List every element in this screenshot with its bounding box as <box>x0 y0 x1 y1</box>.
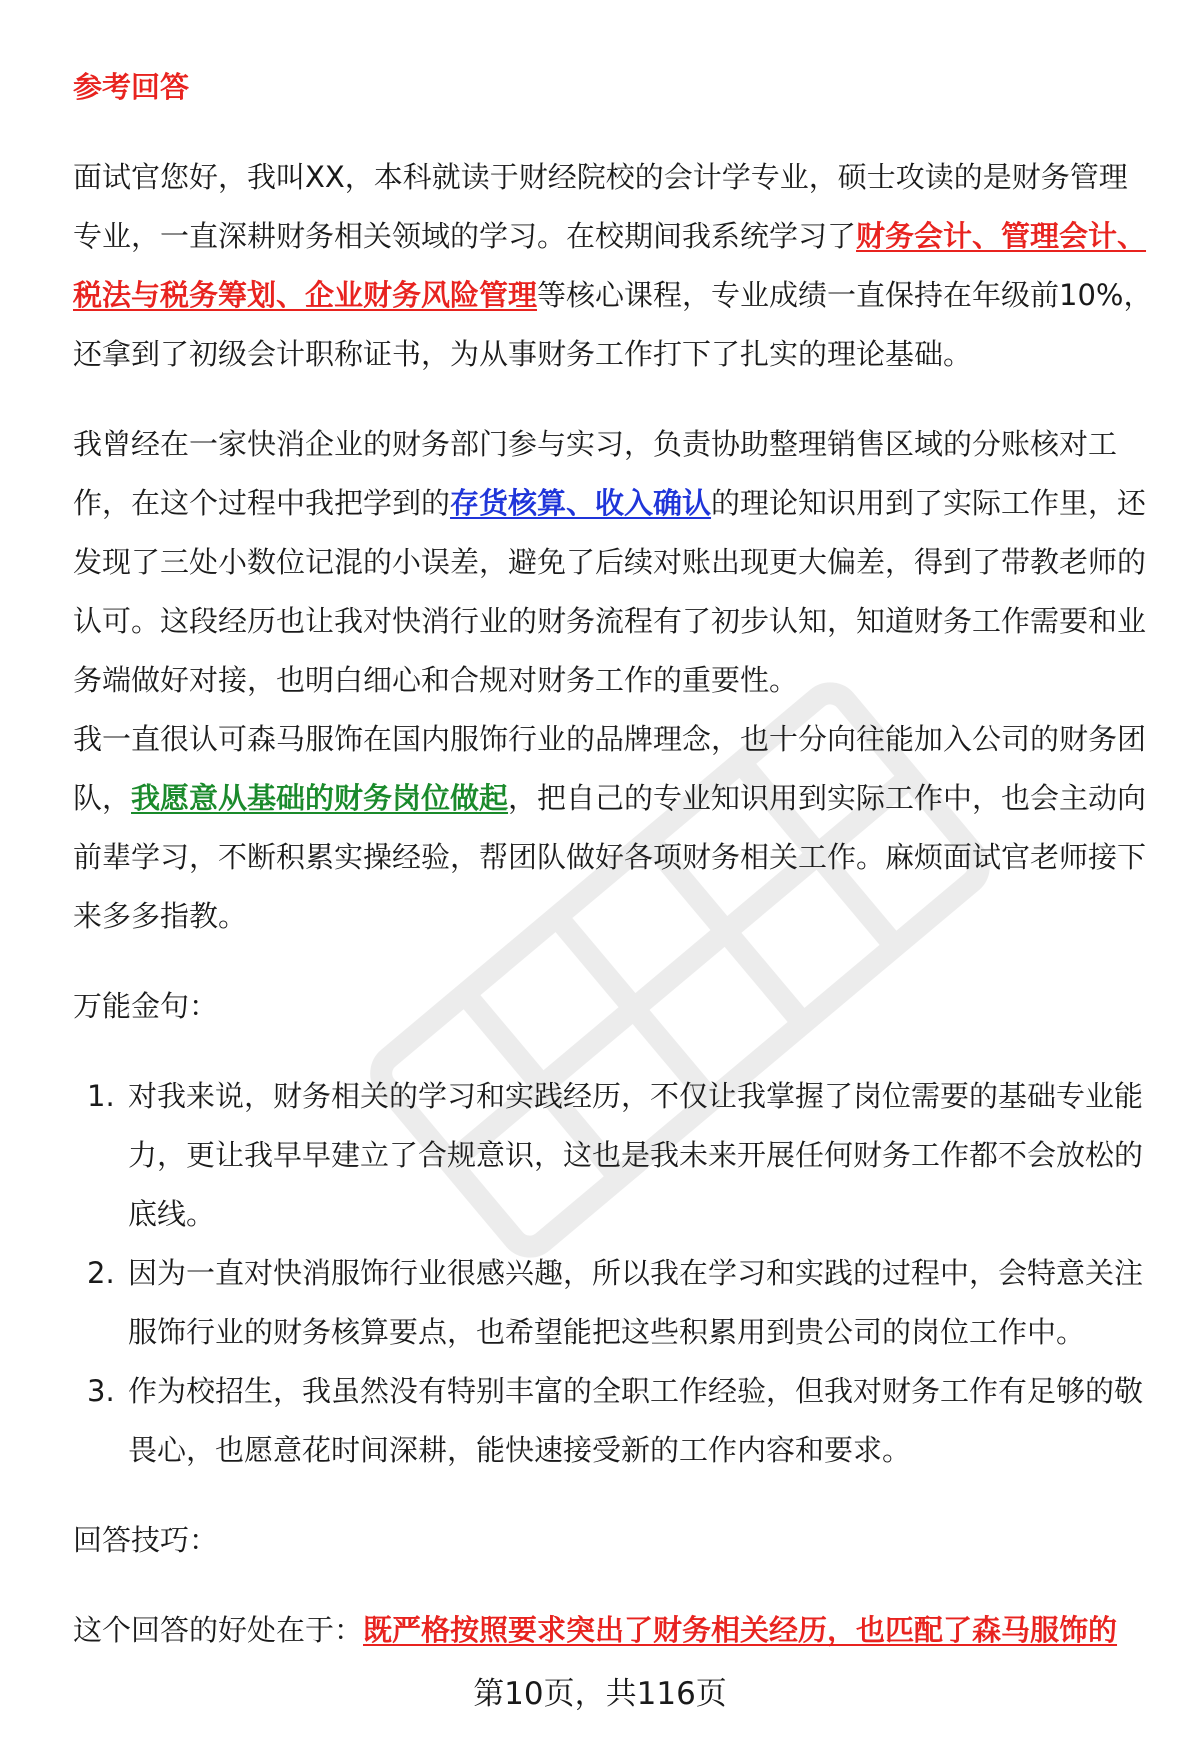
answer-content <box>73 58 1153 1660</box>
reference-answer-heading: 参考回答 <box>73 70 190 104</box>
tips-paragraph <box>73 1601 1153 1660</box>
internship-text-post: 的理论知识用到了实际工作里，还发现了三处小数位记混的小误差，避免了后续对账出现更大偏差，得到了带教老师的认可。这段经历也让我对快消行业的财务流程有了初步认知，知道财务工作需要和业务端做好对接，也明白细心和合规对财务工作的重要性。 <box>73 486 1147 697</box>
intro-text-post: 等核心课程，专业成绩一直保持在年级前10%，还拿到了初级会计职称证书，为从事财务工作打下了扎实的理论基础。 <box>73 278 1153 371</box>
page-number-footer: 第10页，共116页 <box>473 1676 727 1712</box>
golden-sentences-list <box>73 1067 1153 1480</box>
list-item <box>73 1067 1153 1244</box>
list-item <box>73 1362 1153 1480</box>
motivation-highlight: 我愿意从基础的财务岗位做起 <box>131 781 509 815</box>
golden-sentences-label: 万能金句： <box>73 989 219 1023</box>
intro-highlight-courses: 财务会计、管理会计、税法与税务筹划、企业财务风险管理 <box>73 219 1147 312</box>
internship-text-pre: 我曾经在一家快消企业的财务部门参与实习，负责协助整理销售区域的分账核对工作，在这个过程中我把学到的 <box>73 427 1118 520</box>
internship-paragraph <box>73 415 1153 710</box>
motivation-text-pre: 我一直很认可森马服饰在国内服饰行业的品牌理念，也十分向往能加入公司的财务团队， <box>73 722 1147 815</box>
answer-tips-label: 回答技巧： <box>73 1523 219 1557</box>
tips-highlight: 既严格按照要求突出了财务相关经历，也匹配了森马服饰的 <box>363 1613 1118 1647</box>
list-item-text: 因为一直对快消服饰行业很感兴趣，所以我在学习和实践的过程中，会特意关注服饰行业的财务核算要点，也希望能把这些积累用到贵公司的岗位工作中。 <box>128 1256 1144 1349</box>
list-item-text: 作为校招生，我虽然没有特别丰富的全职工作经验，但我对财务工作有足够的敬畏心，也愿意花时间深耕，能快速接受新的工作内容和要求。 <box>128 1374 1144 1467</box>
motivation-text-post: ，把自己的专业知识用到实际工作中，也会主动向前辈学习，不断积累实操经验，帮团队做好各项财务相关工作。麻烦面试官老师接下来多多指教。 <box>73 781 1147 933</box>
internship-highlight-skills: 存货核算、收入确认 <box>450 486 712 520</box>
list-item-number: 1. <box>87 1079 115 1113</box>
list-item-number: 3. <box>87 1374 115 1408</box>
list-item-number: 2. <box>87 1256 115 1290</box>
intro-text-pre: 面试官您好，我叫XX，本科就读于财经院校的会计学专业，硕士攻读的是财务管理专业，一直深耕财务相关领域的学习。在校期间我系统学习了 <box>73 160 1128 253</box>
list-item <box>73 1244 1153 1362</box>
list-item-text: 对我来说，财务相关的学习和实践经历，不仅让我掌握了岗位需要的基础专业能力，更让我早早建立了合规意识，这也是我未来开展任何财务工作都不会放松的底线。 <box>128 1079 1144 1231</box>
tips-text-pre: 这个回答的好处在于： <box>73 1613 364 1647</box>
intro-paragraph <box>73 148 1153 384</box>
motivation-paragraph <box>73 710 1153 946</box>
